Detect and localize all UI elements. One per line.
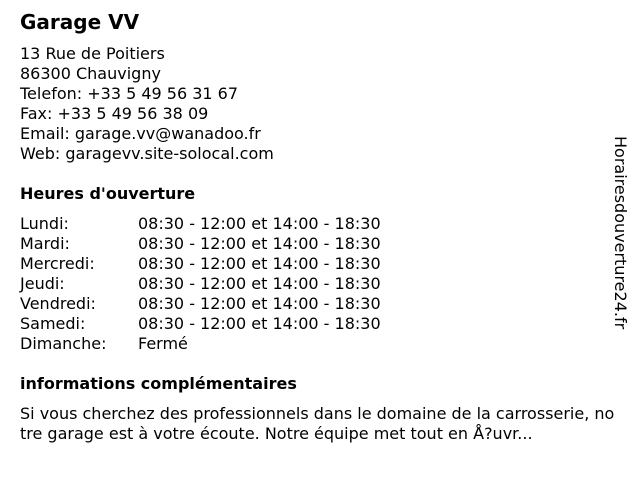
- day-label: Lundi:: [20, 214, 69, 233]
- day-hours: 08:30 - 12:00 et 14:00 - 18:30: [138, 214, 381, 233]
- day-hours: 08:30 - 12:00 et 14:00 - 18:30: [138, 274, 381, 293]
- day-hours: 08:30 - 12:00 et 14:00 - 18:30: [138, 234, 381, 253]
- additional-info-text: Si vous cherchez des professionnels dans le domaine de la carrosserie, notre garage est à votre écoute. Notre équipe met tout en Å?uvr...: [20, 404, 615, 443]
- contact-block: [20, 44, 274, 164]
- day-hours: Fermé: [138, 334, 188, 353]
- day-label: Vendredi:: [20, 294, 96, 313]
- address-street: 13 Rue de Poitiers: [20, 44, 165, 63]
- site-watermark: Horairesdouverture24.fr: [611, 136, 630, 330]
- fax-number: Fax: +33 5 49 56 38 09: [20, 104, 209, 123]
- day-label: Jeudi:: [20, 274, 65, 293]
- day-label: Mercredi:: [20, 254, 95, 273]
- address-city: 86300 Chauvigny: [20, 64, 161, 83]
- day-label: Samedi:: [20, 314, 86, 333]
- business-name: Garage VV: [20, 10, 140, 34]
- email-address: Email: garage.vv@wanadoo.fr: [20, 124, 261, 143]
- opening-hours-heading: Heures d'ouverture: [20, 184, 196, 203]
- day-hours: 08:30 - 12:00 et 14:00 - 18:30: [138, 314, 381, 333]
- additional-info-heading: informations complémentaires: [20, 374, 297, 393]
- day-hours: 08:30 - 12:00 et 14:00 - 18:30: [138, 254, 381, 273]
- day-hours: 08:30 - 12:00 et 14:00 - 18:30: [138, 294, 381, 313]
- day-label: Mardi:: [20, 234, 70, 253]
- day-label: Dimanche:: [20, 334, 107, 353]
- phone-number: Telefon: +33 5 49 56 31 67: [20, 84, 239, 103]
- website-address: Web: garagevv.site-solocal.com: [20, 144, 274, 163]
